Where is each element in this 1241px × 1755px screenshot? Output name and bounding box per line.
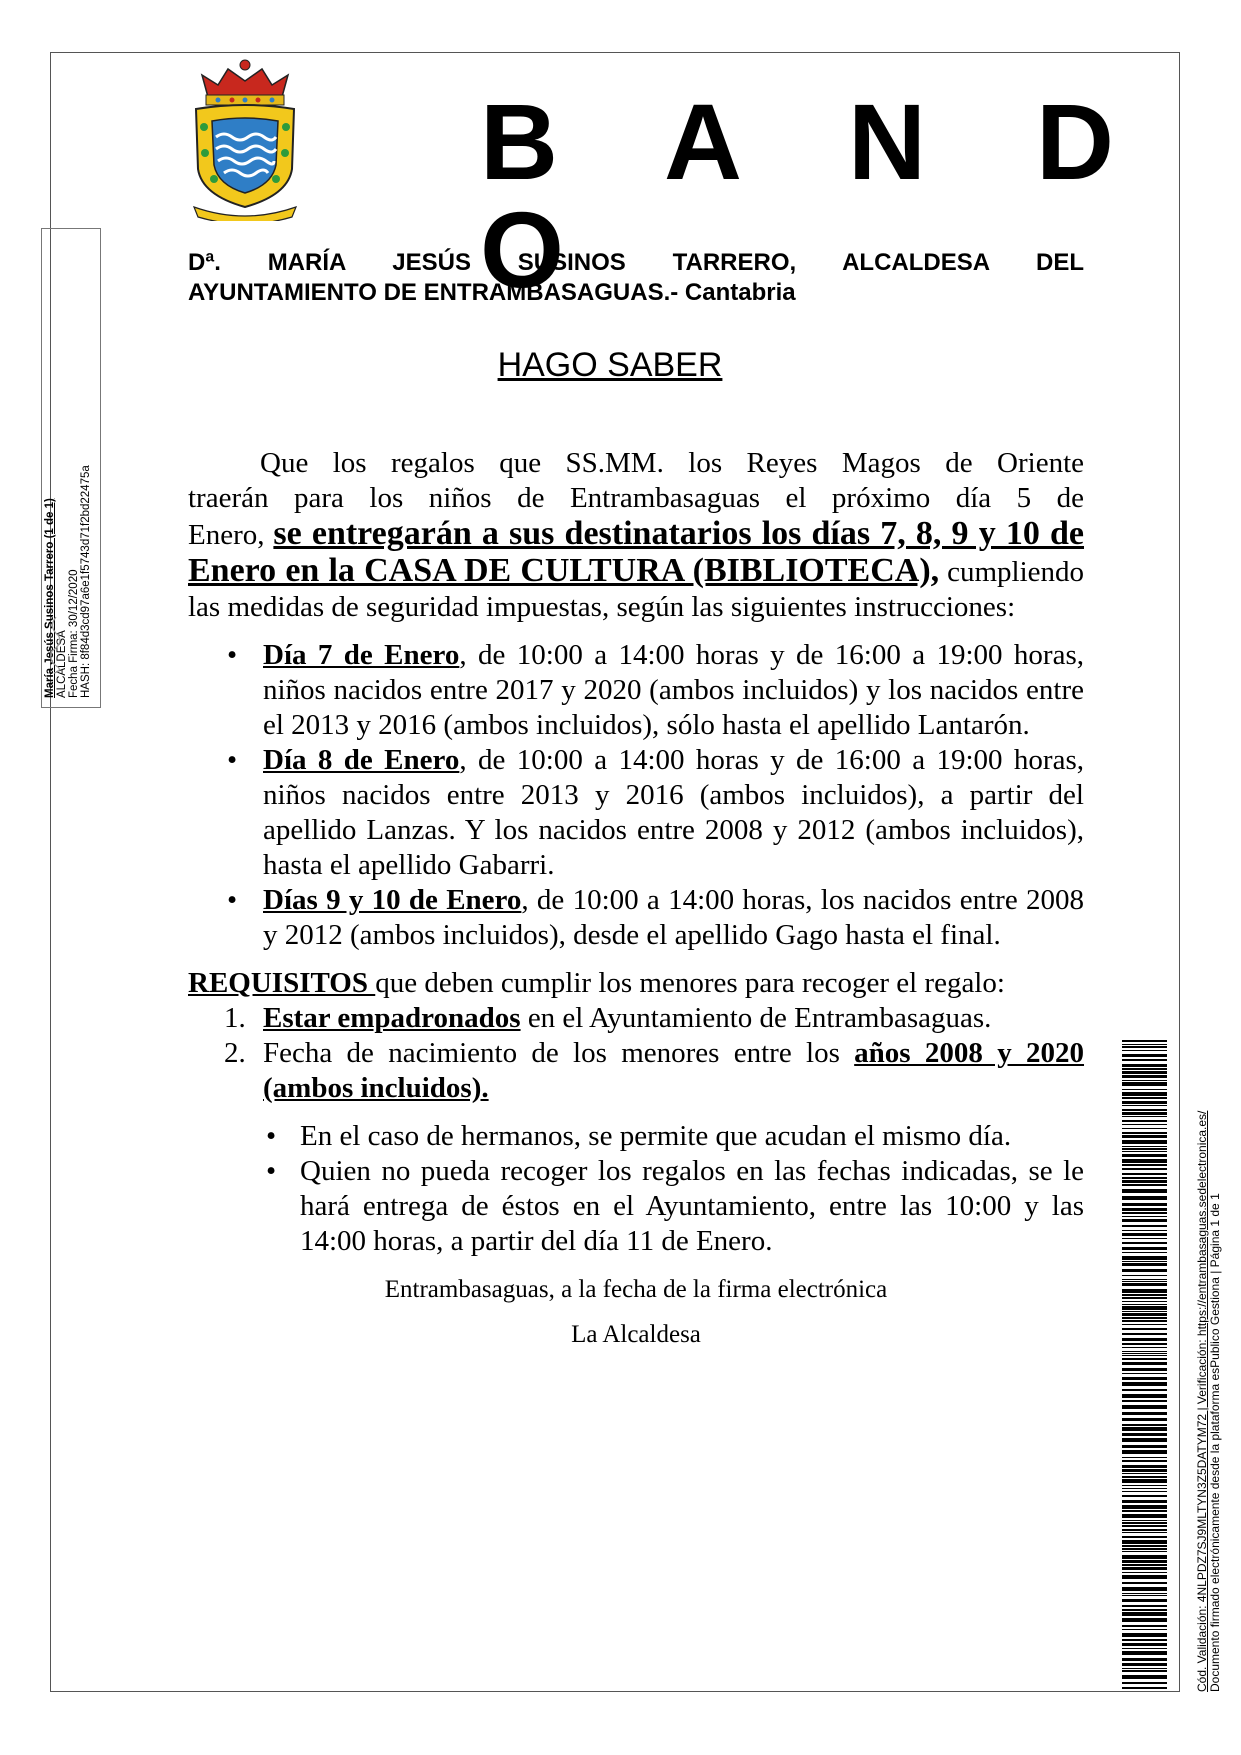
intro-paragraph [188, 446, 1084, 516]
signature-stamp-line: HASH: 8f84d3cd97a6e1f5743d71f2bd22475a [80, 465, 92, 698]
schedule-list [188, 638, 1084, 953]
day-label: Días 9 y 10 de Enero [263, 884, 522, 916]
signature-icon [46, 615, 66, 675]
list-item [188, 1036, 1084, 1106]
intro-line-1: Que los regalos que SS.MM. los Reyes Magos de Oriente [260, 447, 1084, 479]
issuer-heading [188, 248, 1084, 308]
signature-stamp-line: Fecha Firma: 30/12/2020 [68, 569, 80, 698]
list-number: 2. [224, 1037, 246, 1069]
signature-stamp-line: ALCALDESA [56, 630, 68, 698]
requirements-label: REQUISITOS [188, 967, 376, 999]
intro-lead: Enero, [188, 519, 274, 551]
document-title: B A N D O [480, 81, 1154, 310]
day-text: , de 10:00 a 14:00 horas y de 16:00 a 19:00 horas, niños nacidos entre 2017 y 2020 (ambos incluidos) y los nacidos entre el 2013 y 2016 (ambos incluidos), sólo hasta el apellido Lantarón. [263, 639, 1084, 741]
intro-paragraph-cont [188, 516, 1084, 625]
req-text: Fecha de nacimiento de los menores entre los [263, 1037, 855, 1069]
day-label: Día 7 de Enero [263, 639, 460, 671]
req-text: en el Ayuntamiento de Entrambasaguas. [520, 1002, 992, 1034]
intro-line-2: traerán para los niños de Entrambasaguas el próximo día 5 de [188, 482, 1084, 514]
document-body [188, 446, 1084, 1357]
closing-place: Entrambasaguas, a la fecha de la firma electrónica [384, 1276, 888, 1303]
intro-highlight: se entregarán a sus destinatarios los días 7, 8, 9 y 10 de Enero en la CASA DE CULTURA (BIBLIOTECA), [188, 515, 1084, 589]
list-item [188, 1001, 1084, 1036]
intro-rest: cumpliendo las medidas de seguridad impuestas, según las siguientes instrucciones: [188, 556, 1084, 623]
req-bold: años 2008 y 2020 (ambos incluidos). [263, 1037, 1085, 1104]
requirements-text: que deben cumplir los menores para recoger el regalo: [375, 967, 1005, 999]
note-text: Quien no pueda recoger los regalos en las fechas indicadas, se le hará entrega de éstos en el Ayuntamiento, entre las 10:00 y las 14:00 horas, a partir del día 11 de Enero. [300, 1155, 1084, 1257]
requirements-heading [188, 966, 1084, 1001]
requirements-list [188, 1001, 1084, 1106]
req-bold: Estar empadronados [263, 1002, 521, 1034]
list-item: • Quien no pueda recoger los regalos en las fechas indicadas, se le hará entrega de éstos en el Ayuntamiento, entre las 10:00 y las 14:00 horas, a partir del día 11 de Enero. [266, 1155, 1084, 1257]
signature-stamp-line: María Jesús Susinos Tarrero (1 de 1) [44, 498, 56, 698]
day-text: , de 10:00 a 14:00 horas y de 16:00 a 19:00 horas, niños nacidos entre 2013 y 2016 (ambos incluidos), a partir del apellido Lanzas. Y los nacidos entre 2008 y 2012 (ambos incluidos), hasta el apellido Gabarri. [263, 744, 1084, 881]
closing-signer: La Alcaldesa [571, 1321, 701, 1348]
issuer-line-1: Dª. MARÍA JESÚS SUSINOS TARRERO, ALCALDESA DEL [188, 249, 1084, 276]
closing [188, 1267, 1084, 1357]
list-item: • En el caso de hermanos, se permite que acudan el mismo día. [266, 1120, 1012, 1152]
crest-icon [188, 57, 302, 221]
day-label: Día 8 de Enero [263, 744, 460, 776]
list-item: • Día 7 de Enero, de 10:00 a 14:00 horas y de 16:00 a 19:00 horas, niños nacidos entre 2017 y 2020 (ambos incluidos) y los nacidos entre el 2013 y 2016 (ambos incluidos), sólo hasta el apellido Lantarón. [227, 639, 1084, 741]
hago-saber-heading: HAGO SABER [497, 346, 723, 384]
list-item: • Días 9 y 10 de Enero, de 10:00 a 14:00 horas, los nacidos entre 2008 y 2012 (ambos incluidos), desde el apellido Gago hasta el final. [227, 884, 1084, 951]
day-text: , de 10:00 a 14:00 horas, los nacidos entre 2008 y 2012 (ambos incluidos), desde el apellido Gago hasta el final. [263, 884, 1084, 951]
note-text: En el caso de hermanos, se permite que acudan el mismo día. [300, 1120, 1012, 1152]
validation-line: Cód. Validación: 4NLPDZ7SJ9MLTYN3Z5DATYM72 | Verificación: https://entrambasaguas.sedelectronica.es/ [1195, 1110, 1209, 1692]
issuer-line-2: AYUNTAMIENTO DE ENTRAMBASAGUAS.- Cantabria [188, 279, 796, 306]
list-item: • Día 8 de Enero, de 10:00 a 14:00 horas y de 16:00 a 19:00 horas, niños nacidos entre 2013 y 2016 (ambos incluidos), a partir del apellido Lanzas. Y los nacidos entre 2008 y 2012 (ambos incluidos), hasta el apellido Gabarri. [227, 744, 1084, 881]
list-number: 1. [224, 1002, 246, 1034]
barcode-icon [1122, 1040, 1167, 1690]
notes-list [188, 1119, 1084, 1259]
validation-line: Documento firmado electrónicamente desde la plataforma esPublico Gestiona | Página 1 de 1 [1208, 1193, 1222, 1692]
validation-text [1196, 1111, 1222, 1692]
